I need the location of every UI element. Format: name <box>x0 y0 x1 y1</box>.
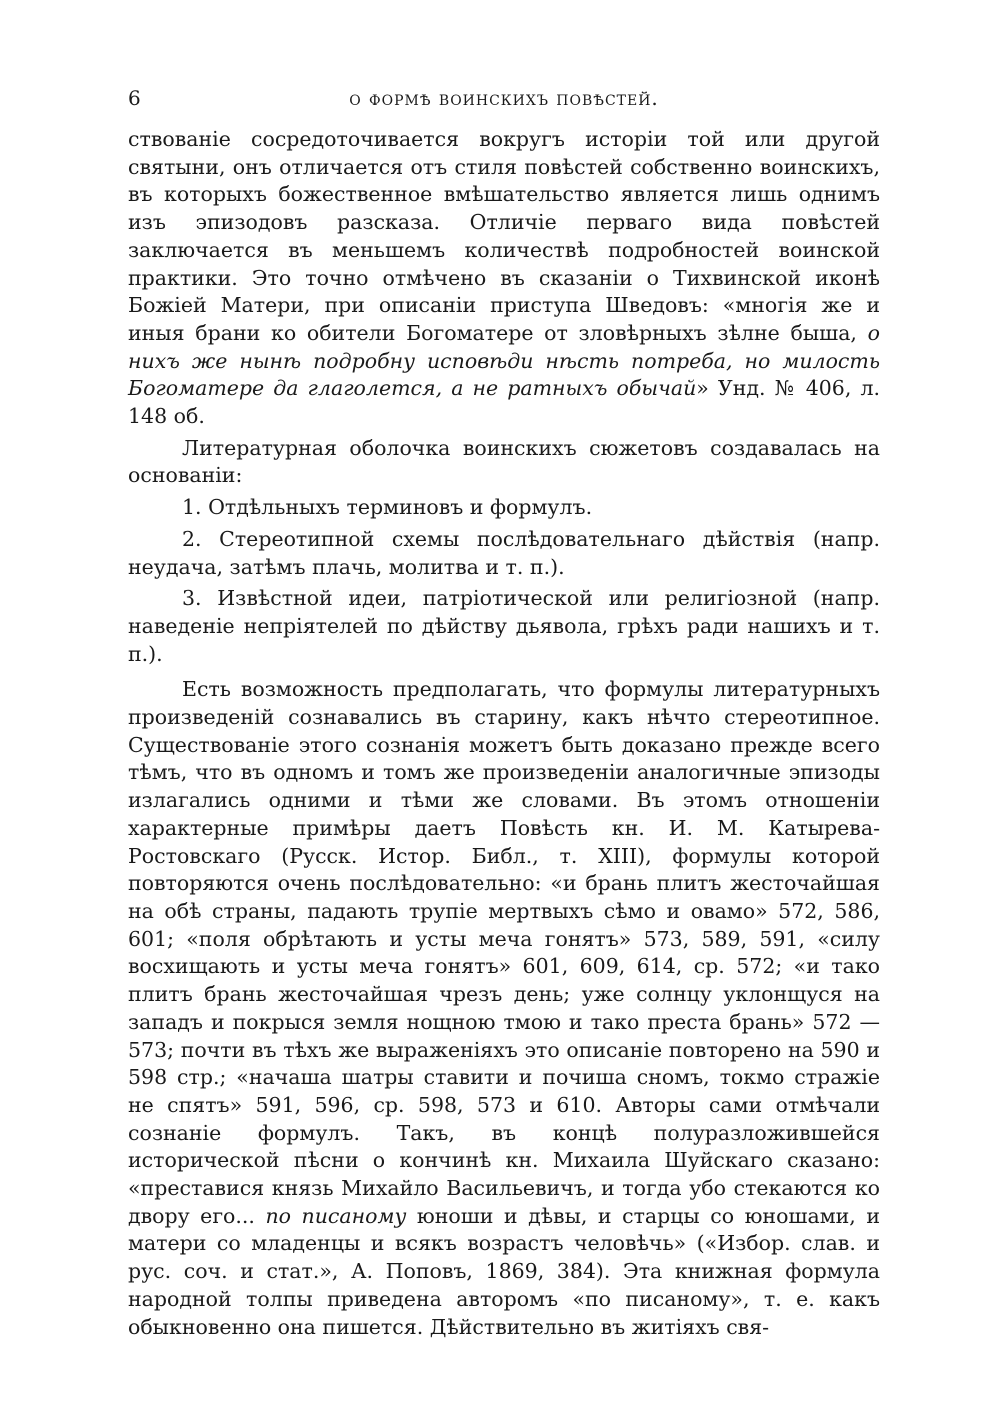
running-title: о формѣ воинскихъ повѣстей. <box>349 86 659 110</box>
list-item-2: 2. Стереотипной схемы послѣдовательнаго дѣйствія (напр. неудача, затѣмъ плачь, молитва и т. п.). <box>128 526 880 579</box>
paragraph-formulas <box>128 676 880 1341</box>
running-header <box>128 86 880 118</box>
list-item-1: 1. Отдѣльныхъ терминовъ и формулъ. <box>182 495 593 520</box>
page-body <box>128 126 880 1341</box>
page-number: 6 <box>128 86 141 110</box>
italic-quote: о нихъ же нынѣ подробну исповѣди нѣсть потреба, но милость Богоматере да глаголется, а не ратныхъ обычай <box>128 320 880 401</box>
paragraph-text: ствованіе сосредоточивается вокругъ исторіи той или другой святыни, онъ отличается отъ стиля повѣстей собственно воинскихъ, въ которыхъ божественное вмѣшательство является лишь однимъ изъ эпизодовъ разсказа. Отличіе перваго вида повѣстей заключается въ меньшемъ количествѣ подробностей воинской практики. Это точно отмѣчено въ сказаніи о Тихвинской иконѣ Божіей Матери, при описаніи приступа Шведовъ: «многія же и иныя брани ко обители Богоматере от зловѣрныхъ зѣлне быша, <box>128 127 880 345</box>
italic-phrase: по писаному <box>265 1203 407 1228</box>
paragraph-continuation <box>128 126 880 431</box>
paragraph-literary-shell: Литературная оболочка воинскихъ сюжетовъ создавалась на основаніи: <box>128 435 880 488</box>
paragraph-text: Есть возможность предполагать, что формулы литературныхъ произведеній сознавались въ старину, какъ нѣчто стереотипное. Существованіе этого сознанія можетъ быть доказано прежде всего тѣмъ, что въ одномъ и томъ же произведеніи аналогичные эпизоды излагались одними и тѣми же словами. Въ этомъ отношеніи характерные примѣры даетъ Повѣсть кн. И. М. Катырева-Ростовскаго (Русск. Истор. Библ., т. XIII), формулы которой повторяются очень послѣдовательно: «и брань плитъ жесточайшая на обѣ страны, падають трупіе мертвыхъ сѣмо и овамо» 572, 586, 601; «поля обрѣтають и усты меча гонятъ» 573, 589, 591, «силу восхищають и усты меча гонятъ» 601, 609, 614, ср. 572; «и тако плитъ брань жесточайшая чрезъ день; уже солнцу уклонщуся на западъ и покрыся земля нощною тмою и тако преста брань» 572 — 573; почти въ тѣхъ же выраженіяхъ это описаніе повторено на 590 и 598 стр.; «начаша шатры ставити и почиша сномъ, токмо стражіе не спятъ» 591, 596, ср. 598, 573 и 610. Авторы сами отмѣчали сознаніе формулъ. Такъ, въ концѣ полуразложившейся исторической пѣсни о кончинѣ кн. Михаила Шуйскаго сказано: «преставися князь Михайло Васильевичъ, и тогда убо стекаются ко двору его... <box>128 677 880 1228</box>
list-item-3: 3. Извѣстной идеи, патріотической или религіозной (напр. наведеніе непріятелей по дѣйству дьявола, грѣхъ ради нашихъ и т. п.). <box>128 586 880 666</box>
paragraph-text: » Унд. № 406, л. 148 об. <box>128 376 880 429</box>
paragraph-text: юноши и дѣвы, и старцы со юношами, и матери со младенцы и всякъ возрастъ человѣчь» («Избор. слав. и рус. соч. и стат.», А. Поповъ, 1869, 384). Эта книжная формула народной толпы приведена авторомъ «по писаному», т. е. какъ обыкновенно она пишется. Дѣйствительно въ житіяхъ свя- <box>128 1203 880 1339</box>
